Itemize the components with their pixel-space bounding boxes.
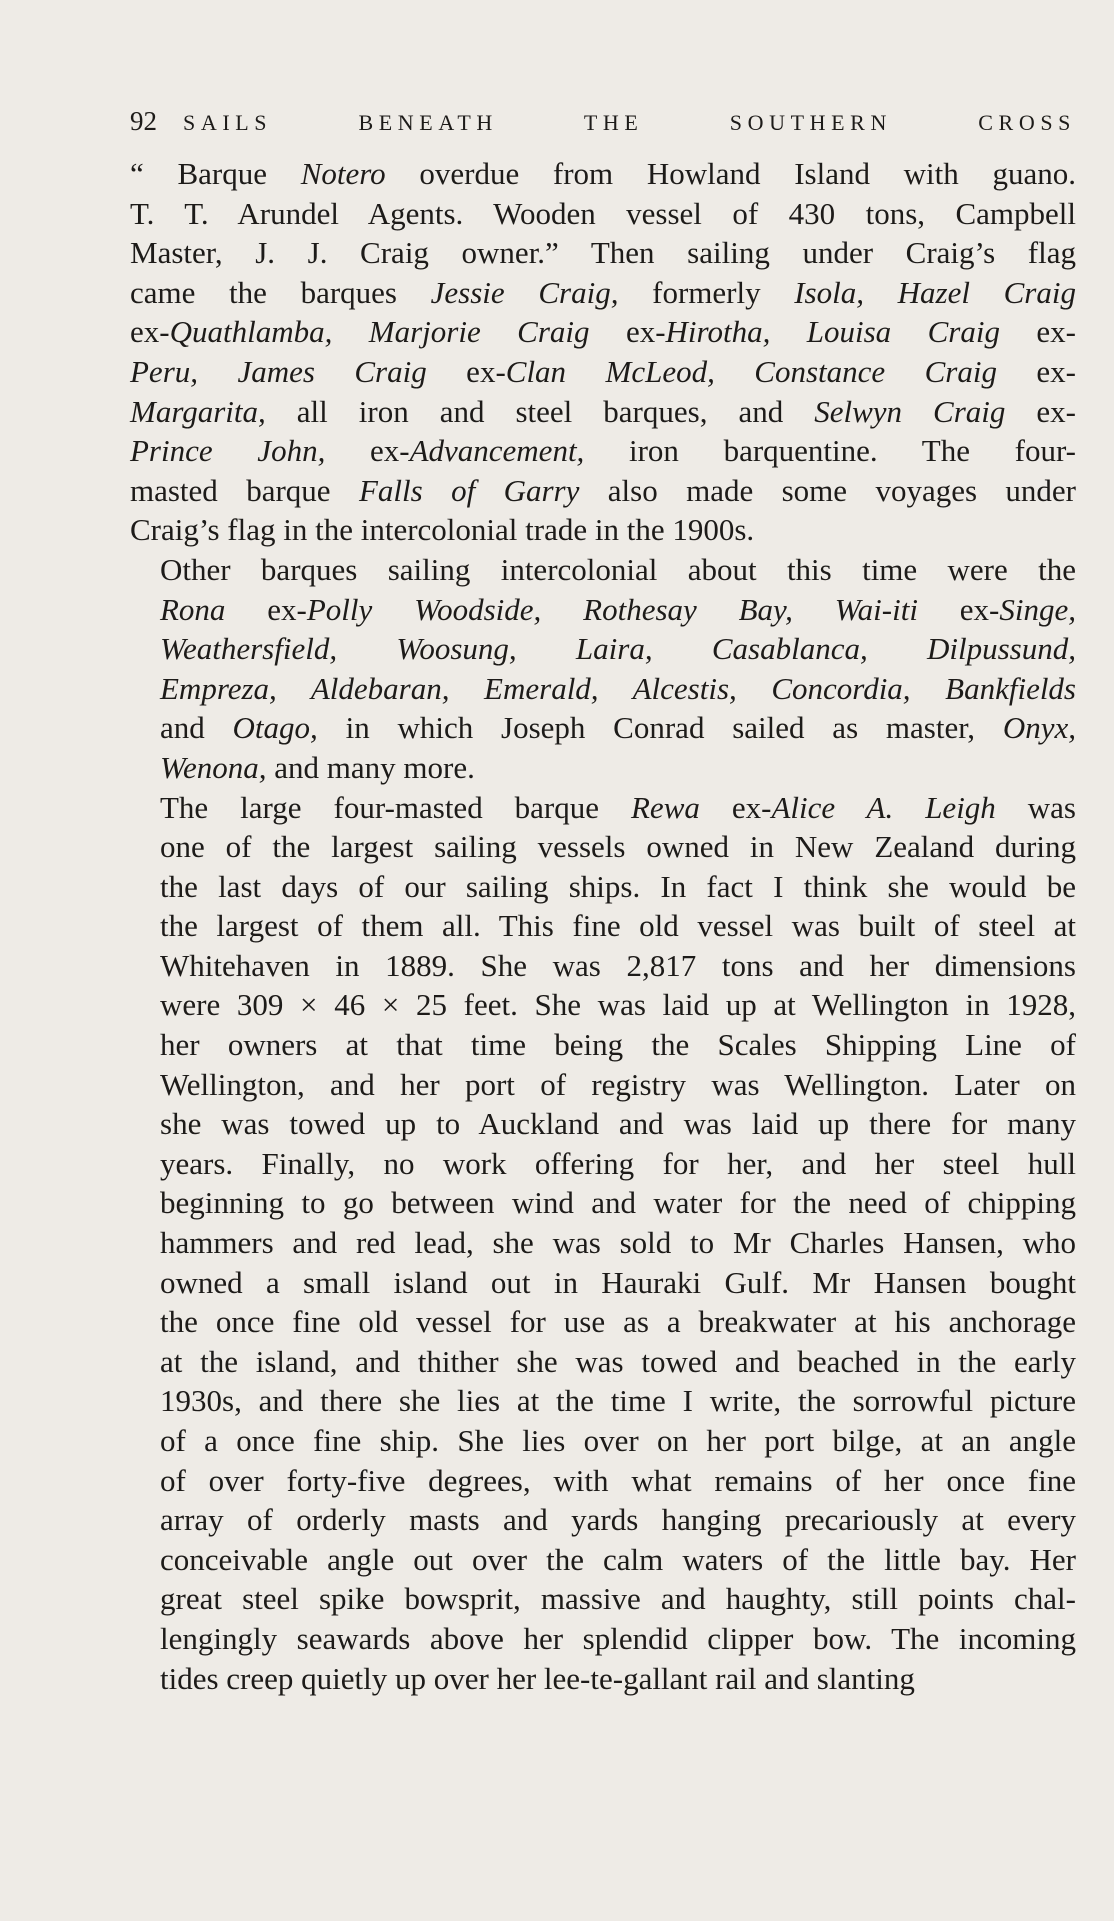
- text-line: Peru, James Craig ex-Clan McLeod, Constance Craig ex-: [130, 353, 1076, 389]
- ship-name: Quathlamba, Marjorie Craig: [169, 314, 590, 350]
- text-line: Other barques sailing intercolonial about this time were the: [160, 551, 1076, 587]
- text-line: 1930s, and there she lies at the time I write, the sorrowful picture: [160, 1383, 1076, 1419]
- text-line: the once fine old vessel for use as a breakwater at his anchorage: [160, 1304, 1076, 1340]
- text-line: of a once fine ship. She lies over on her port bilge, at an angle: [160, 1423, 1076, 1458]
- ship-name: Onyx,: [1002, 710, 1076, 746]
- ship-name: Selwyn Craig: [814, 393, 1006, 429]
- ship-name: Weathersfield, Woosung, Laira, Casablanca, Dilpussund,: [160, 631, 1076, 667]
- ship-name: Otago,: [232, 710, 318, 746]
- ship-name: Singe,: [999, 591, 1077, 627]
- text-line: tides creep quietly up over her lee-te-gallant rail and slanting: [160, 1660, 915, 1696]
- paragraph: [130, 788, 1076, 1699]
- ship-name: Rona: [160, 591, 226, 627]
- text-line: of over forty-five degrees, with what remains of her once fine: [160, 1462, 1076, 1498]
- ship-name: Wenona,: [160, 749, 267, 785]
- ship-name: Jessie Craig,: [430, 274, 619, 310]
- ship-name: Margarita,: [130, 393, 266, 429]
- ship-name: Peru, James Craig: [130, 353, 427, 389]
- text-line: Master, J. J. Craig owner.” Then sailing under Craig’s flag: [130, 235, 1076, 271]
- text-line: masted barque Falls of Garry also made some voyages under: [130, 472, 1076, 508]
- text-line: the largest of them all. This fine old vessel was built of steel at: [160, 908, 1076, 944]
- running-head: [130, 96, 1076, 148]
- text-line: at the island, and thither she was towed and beached in the early: [160, 1343, 1076, 1379]
- text-line: Wellington, and her port of registry was Wellington. Later on: [160, 1066, 1076, 1102]
- text-line: one of the largest sailing vessels owned in New Zealand during: [160, 829, 1076, 865]
- ship-name: Polly Woodside, Rothesay Bay, Wai-iti: [306, 591, 918, 627]
- text-line: great steel spike bowsprit, massive and haughty, still points chal-: [160, 1581, 1076, 1617]
- text-line: and Otago, in which Joseph Conrad sailed as master, Onyx,: [160, 710, 1076, 746]
- text-line: “ Barque Notero overdue from Howland Island with guano.: [130, 156, 1076, 191]
- text-line: beginning to go between wind and water for the need of chipping: [160, 1185, 1076, 1221]
- text-line: Whitehaven in 1889. She was 2,817 tons and her dimensions: [160, 947, 1076, 983]
- ship-name: Notero: [300, 156, 386, 191]
- text-line: Margarita, all iron and steel barques, and Selwyn Craig ex-: [130, 393, 1076, 429]
- text-line: hammers and red lead, she was sold to Mr Charles Hansen, who: [160, 1225, 1076, 1261]
- text-line: array of orderly masts and yards hanging precariously at every: [160, 1502, 1076, 1538]
- body-text: [130, 154, 1076, 1698]
- text-line: came the barques Jessie Craig, formerly Isola, Hazel Craig: [130, 274, 1076, 310]
- ship-name: Empreza, Aldebaran, Emerald, Alcestis, Concordia, Bankfields: [160, 670, 1076, 706]
- ship-name: Hirotha, Louisa Craig: [665, 314, 1000, 350]
- text-line: conceivable angle out over the calm waters of the little bay. Her: [160, 1541, 1076, 1577]
- text-line: [130, 669, 1076, 709]
- ship-name: Advancement,: [409, 433, 585, 469]
- book-title: SAILS BENEATH THE SOUTHERN CROSS: [183, 110, 1076, 135]
- text-line: were 309 × 46 × 25 feet. She was laid up at Wellington in 1928,: [160, 987, 1076, 1023]
- text-line: she was towed up to Auckland and was laid up there for many: [160, 1106, 1076, 1142]
- page-number: 92: [130, 106, 157, 136]
- ship-name: Rewa: [631, 789, 700, 825]
- text-line: Craig’s flag in the intercolonial trade in the 1900s.: [130, 512, 755, 548]
- ship-name: Clan McLeod, Constance Craig: [505, 353, 997, 389]
- text-line: [130, 629, 1076, 669]
- text-line: The large four-masted barque Rewa ex-Alice A. Leigh was: [160, 789, 1076, 825]
- text-line: Prince John, ex-Advancement, iron barquentine. The four-: [130, 433, 1076, 469]
- book-page: [130, 96, 1076, 1698]
- text-line: lengingly seawards above her splendid clipper bow. The incoming: [160, 1620, 1076, 1656]
- text-line: her owners at that time being the Scales Shipping Line of: [160, 1027, 1076, 1063]
- ship-name: Alice A. Leigh: [771, 789, 996, 825]
- text-line: owned a small island out in Hauraki Gulf. Mr Hansen bought: [160, 1264, 1076, 1300]
- text-line: T. T. Arundel Agents. Wooden vessel of 430 tons, Campbell: [130, 195, 1076, 231]
- ship-name: Prince John,: [130, 433, 326, 469]
- paragraph: [130, 154, 1076, 550]
- ship-name: Falls of Garry: [358, 472, 580, 508]
- paragraph: [130, 550, 1076, 788]
- text-line: Rona ex-Polly Woodside, Rothesay Bay, Wai-iti ex-Singe,: [160, 591, 1077, 627]
- text-line: years. Finally, no work offering for her, and her steel hull: [160, 1145, 1076, 1181]
- ship-name: Isola, Hazel Craig: [794, 274, 1076, 310]
- text-line: ex-Quathlamba, Marjorie Craig ex-Hirotha, Louisa Craig ex-: [130, 314, 1076, 350]
- text-line: the last days of our sailing ships. In fact I think she would be: [160, 868, 1076, 904]
- text-line: Wenona, and many more.: [160, 749, 475, 785]
